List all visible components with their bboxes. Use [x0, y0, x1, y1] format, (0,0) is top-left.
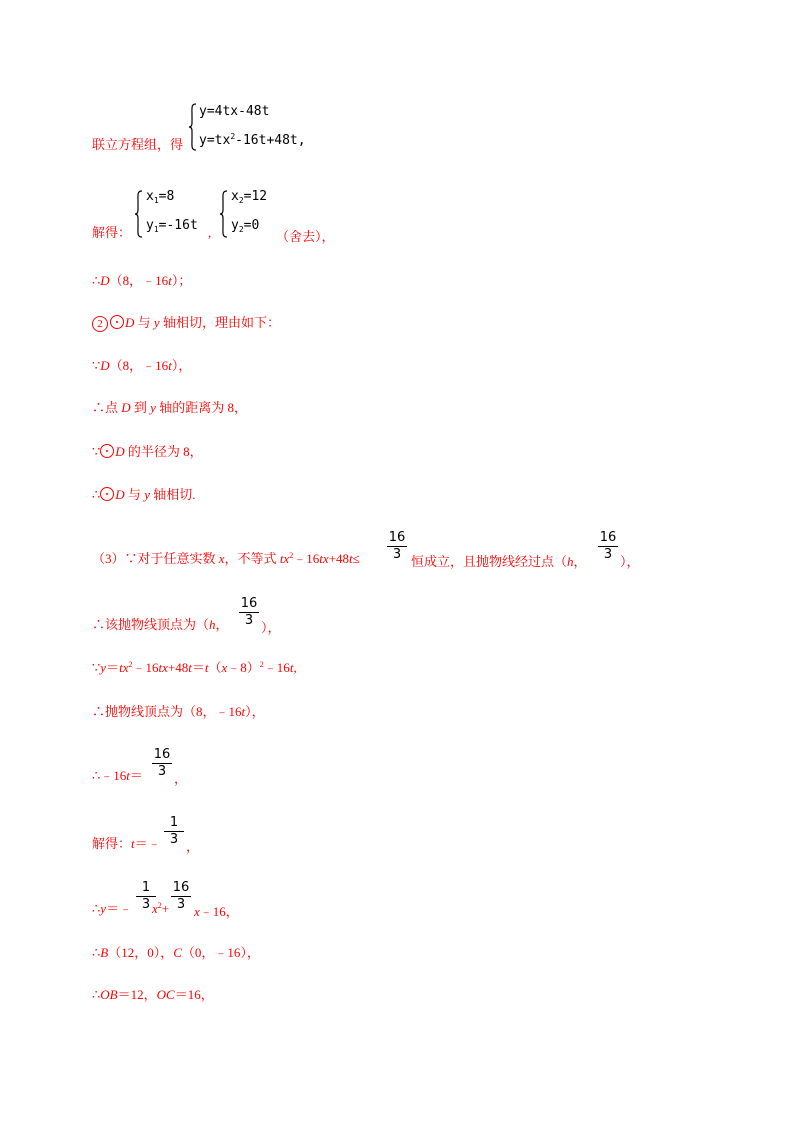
lengths-line: ∴OB＝12，OC＝16，	[92, 987, 214, 1002]
solution1-y: $y_1=-16t$	[146, 218, 198, 234]
left-brace	[134, 190, 144, 238]
fraction-16-3: 16 3	[388, 530, 406, 562]
solve-t-text-b: ，	[186, 839, 200, 854]
eq-t-text-b: ，	[174, 771, 188, 786]
line-tangent-conclusion: ∴ D 与 y 轴相切.	[92, 487, 196, 502]
line-tangent-claim: 2 D 与 y 轴相切，理由如下：	[92, 315, 280, 332]
vertex-text-a: ∴该抛物线顶点为（h，	[92, 617, 229, 632]
line-d-coordinates: ∴D（8，﹣16t）；	[92, 273, 192, 288]
system-eq1: y=4tx-48t	[199, 104, 270, 119]
part3-text-a: （3）∵对于任意实数 x，不等式 $tx^2﹣16tx+48t\le$	[92, 551, 360, 566]
circle-dot-icon	[110, 315, 124, 329]
part3-text-b: 恒成立，且抛物线经过点（h，	[411, 554, 587, 569]
left-brace	[219, 190, 229, 238]
fraction-16-3: 16 3	[599, 530, 617, 562]
fraction-1-3: 1 3	[135, 880, 157, 913]
line-because-d: ∵D（8，﹣16t），	[92, 358, 192, 373]
eq-t-text-a: ∴﹣16t＝	[92, 768, 143, 783]
fraction-16-3: 16 3	[172, 880, 190, 912]
solution1-x: $x_1=8$	[146, 189, 175, 205]
reject-note: （舍去），	[276, 229, 335, 244]
vertex2-line: ∴抛物线顶点为（8，﹣16t），	[92, 704, 265, 719]
circled-number-icon: 2	[92, 316, 108, 332]
system-eq2: $y=tx^2-16t+48t$,	[199, 132, 306, 148]
solution2-y: $y_2=0$	[231, 218, 260, 234]
circle-dot-icon	[100, 444, 114, 458]
parabola-text-b: $x^2+$	[152, 901, 170, 916]
fraction-16-3: 16 3	[153, 747, 171, 779]
solve-t-text-a: 解得：t＝﹣	[92, 836, 161, 851]
parabola-text-a: ∴y＝﹣	[92, 901, 133, 916]
line-radius: ∵ D 的半径为 8，	[92, 444, 203, 459]
rewrite-line: $\because y=tx^2﹣16tx+48t=t(x﹣8)^2﹣16t$,	[92, 660, 297, 675]
solve-lead: 解得：	[92, 225, 132, 240]
solution2-x: $x_2=12$	[231, 189, 268, 205]
circle-dot-icon	[100, 487, 114, 501]
parabola-text-c: x﹣16，	[194, 904, 239, 919]
solution-separator: ,	[208, 225, 212, 240]
points-line: ∴B（12，0），C（0，﹣16），	[92, 945, 260, 960]
left-brace	[188, 103, 198, 151]
line-distance: ∴点 D 到 y 轴的距离为 8，	[92, 400, 247, 415]
fraction-16-3: 16 3	[240, 596, 258, 628]
fraction-1-3: 1 3	[163, 815, 185, 848]
part3-text-c: ），	[620, 554, 640, 569]
vertex-text-b: ），	[261, 620, 281, 635]
system-lead: 联立方程组，得	[92, 137, 184, 152]
